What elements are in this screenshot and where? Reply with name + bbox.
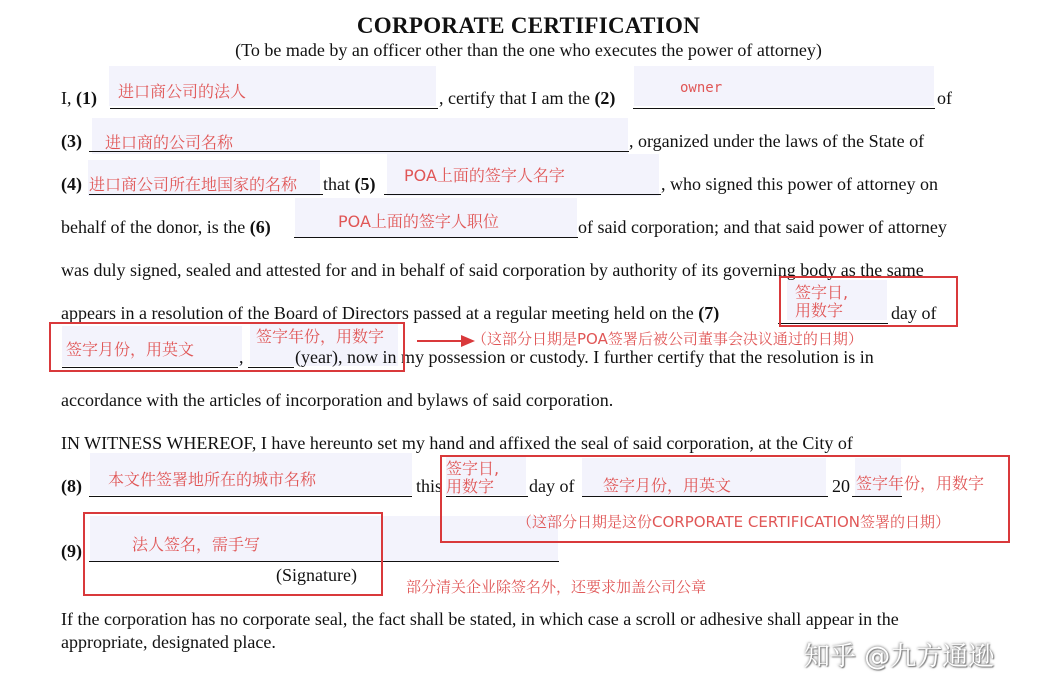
field-number-5: (5) (354, 174, 376, 194)
line4-text (61, 217, 271, 238)
hint-10-year: 签字年份，用数字 (856, 474, 985, 493)
arrow-right-icon (415, 333, 477, 349)
highlight-box-resolution-month-year (49, 322, 405, 372)
text-twenty: 20 (832, 476, 850, 496)
footer-line-1: If the corporation has no corporate seal, the fact shall be stated, in which case a scroll or adhesive shall appear in the (61, 609, 899, 629)
line1-text (61, 88, 97, 109)
signature-caption: (Signature) (276, 565, 357, 585)
blank-1[interactable] (110, 108, 438, 109)
blank-5[interactable] (384, 194, 661, 195)
hint-1: 进口商公司的法人 (118, 82, 247, 101)
text-day-of-2: day of (529, 476, 575, 496)
text-of-1: of (937, 88, 952, 108)
highlight-box-resolution-day (779, 276, 958, 327)
blank-2[interactable] (633, 108, 935, 109)
hint-4: 进口商公司所在地国家的名称 (89, 175, 298, 194)
blank-8[interactable] (89, 496, 412, 497)
blank-6[interactable] (294, 237, 578, 238)
text-day-of-1: day of (891, 303, 937, 323)
text-who-signed: , who signed this power of attorney on (661, 174, 938, 194)
text-year-possession: (year), now in my possession or custody. I further certify that the resolution is in (295, 347, 874, 367)
hint-7-day-line2: 用数字 (795, 301, 844, 320)
hint-3: 进口商的公司名称 (105, 133, 234, 152)
text-this: this (416, 476, 443, 496)
hint-9-signature: 法人签名，需手写 (132, 535, 261, 554)
hint-5: POA上面的签字人名字 (404, 166, 565, 185)
text-certify: , certify that I am the (439, 88, 590, 108)
note-resolution-date: （这部分日期是POA签署后被公司董事会决议通过的日期） (472, 330, 863, 348)
note-seal: 部分清关企业除签名外，还要求加盖公司公章 (406, 578, 707, 596)
line6-text (61, 303, 719, 324)
field-number-7: (7) (698, 303, 720, 323)
text-organized: , organized under the laws of the State of (629, 131, 925, 151)
text-that: that (323, 174, 350, 194)
text-of-said-corporation: of said corporation; and that said power of attorney (578, 217, 947, 237)
text-i: I, (61, 88, 72, 108)
footer-line-2: appropriate, designated place. (61, 632, 276, 652)
highlight-box-signature (83, 512, 383, 596)
text-in-witness: IN WITNESS WHEREOF, I have hereunto set my hand and affixed the seal of said corporation, at the City of (61, 433, 853, 453)
field-number-4: (4) (61, 174, 82, 194)
hint-10-day-line1: 签字日, (446, 459, 500, 478)
hint-6: POA上面的签字人职位 (338, 212, 499, 231)
hint-10-month: 签字月份，用英文 (603, 476, 732, 495)
hint-7-month: 签字月份，用英文 (66, 340, 195, 359)
field-number-2: (2) (594, 88, 616, 108)
field-number-3: (3) (61, 131, 82, 151)
hint-7-year: 签字年份，用数字 (256, 327, 385, 346)
line3-text (323, 174, 376, 195)
text-duly-signed: was duly signed, sealed and attested for and in behalf of said corporation by authority of its governing body as the same (61, 260, 924, 280)
hint-10-day-line2: 用数字 (446, 477, 495, 496)
watermark: 知乎 @九方通逊 (804, 642, 995, 672)
line1-text-b (439, 88, 615, 109)
note-certification-date: （这部分日期是这份CORPORATE CERTIFICATION签署的日期） (517, 513, 950, 531)
text-accordance: accordance with the articles of incorporation and bylaws of said corporation. (61, 390, 614, 410)
text-comma: , (239, 347, 244, 367)
field-number-1: (1) (76, 88, 97, 108)
field-2-fill[interactable] (634, 66, 934, 106)
hint-8-city: 本文件签署地所在的城市名称 (108, 470, 317, 489)
field-number-9: (9) (61, 541, 82, 561)
text-behalf: behalf of the donor, is the (61, 217, 246, 237)
field-number-8: (8) (61, 476, 82, 496)
hint-2: owner (680, 80, 723, 96)
field-number-6: (6) (249, 217, 271, 237)
text-appears: appears in a resolution of the Board of Directors passed at a regular meeting held on the (61, 303, 694, 323)
document-subtitle: (To be made by an officer other than the one who executes the power of attorney) (235, 40, 822, 60)
hint-7-day-line1: 签字日, (795, 283, 849, 302)
document-title: CORPORATE CERTIFICATION (356, 13, 701, 38)
